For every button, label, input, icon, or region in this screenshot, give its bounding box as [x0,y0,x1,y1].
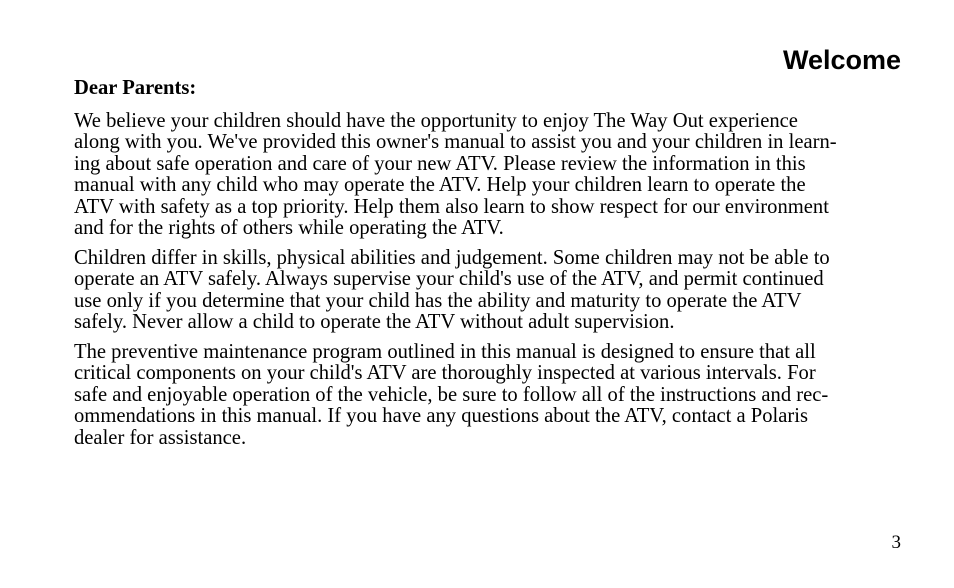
document-body [74,78,909,457]
text-line: ing about safe operation and care of your new ATV. Please review the information in this [74,152,806,175]
paragraph-intro [74,111,909,240]
text-line: dealer for assistance. [74,426,247,449]
text-line: safely. Never allow a child to operate the ATV without adult supervision. [74,311,675,333]
text-line: and for the rights of others while operating the ATV. [74,217,504,239]
text-line: ommendations in this manual. If you have any questions about the ATV, contact a Polaris [74,405,809,427]
text-line: operate an ATV safely. Always supervise your child's use of the ATV, and permit continued [74,268,824,290]
text-line: along with you. We've provided this owner's manual to assist you and your children in learn- [74,131,837,153]
text-line: critical components on your child's ATV are thoroughly inspected at various intervals. For [74,362,816,384]
text-line: manual with any child who may operate the ATV. Help your children learn to operate the [74,174,806,196]
text-line: The preventive maintenance program outlined in this manual is designed to ensure that all [74,340,816,363]
paragraph-maintenance [74,342,909,450]
page-number: 3 [891,532,901,553]
paragraph-supervision [74,248,909,334]
text-line: We believe your children should have the opportunity to enjoy The Way Out experience [74,109,798,132]
salutation: Dear Parents: [74,77,197,99]
text-line: ATV with safety as a top priority. Help them also learn to show respect for our environment [74,195,829,218]
page-heading: Welcome [782,45,901,75]
text-line: safe and enjoyable operation of the vehicle, be sure to follow all of the instructions and rec- [74,383,829,406]
text-line: Children differ in skills, physical abilities and judgement. Some children may not be able to [74,246,830,269]
text-line: use only if you determine that your child has the ability and maturity to operate the ATV [74,289,802,312]
